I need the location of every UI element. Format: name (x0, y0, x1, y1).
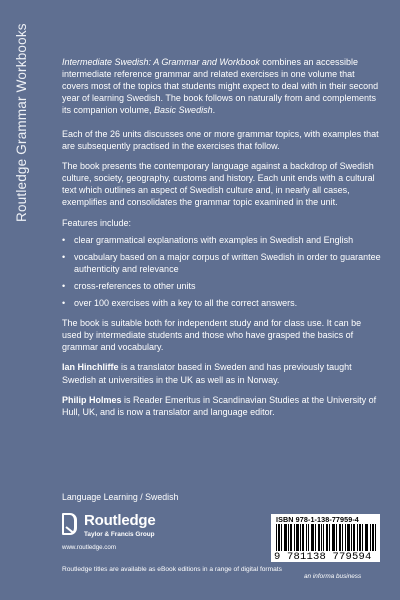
barcode-number: 9 781138 779594 (274, 551, 372, 563)
isbn-barcode-box (271, 514, 380, 562)
subject-category: Language Learning / Swedish (62, 492, 179, 502)
intro-paragraph (62, 56, 382, 120)
features-list (62, 234, 382, 309)
routledge-r-logo-icon (62, 513, 77, 535)
units-paragraph: Each of the 26 units discusses one or more grammar topics, with examples that are subsequently practised in the exercises that follow. (62, 129, 379, 152)
publisher-group: Taylor & Francis Group (84, 531, 155, 538)
ebook-availability-note: Routledge titles are available as eBook editions in a range of digital formats (62, 566, 282, 573)
intro-text-after: . (212, 105, 216, 116)
suitability-paragraph: The book is suitable both for independent study and for class use. It can be used by intermediate students and those who have grasped the basics of grammar and vocabulary. (62, 318, 362, 353)
feature-item: • cross-references to other units (62, 280, 382, 292)
intro-text-before: combines an accessible intermediate reference grammar and related exercises in one volume that covers most of the topics that students might expect to deal with in their second year of learning Swedish. The book follows on naturally from and complements its companion volume, (62, 57, 379, 116)
companion-volume-title: Basic Swedish (154, 105, 213, 116)
author-bio-1: is a translator based in Sweden and has previously taught Swedish at universities in the UK as well as in Norway. (62, 362, 352, 385)
author-name-1: Ian Hinchliffe (62, 362, 119, 373)
feature-item: • over 100 exercises with a key to all the correct answers. (62, 297, 382, 309)
informa-business-note: an informa business (304, 573, 362, 580)
book-title: Intermediate Swedish: A Grammar and Workbook (62, 57, 260, 67)
publisher-website: www.routledge.com (62, 544, 116, 551)
feature-item: • clear grammatical explanations with examples in Swedish and English (62, 234, 382, 246)
feature-item: • vocabulary based on a major corpus of written Swedish in order to guarantee authenticity and relevance (62, 251, 382, 275)
isbn-label: ISBN 978-1-138-77959-4 (276, 515, 359, 524)
cover-description (62, 56, 382, 418)
author-bio-2: is Reader Emeritus in Scandinavian Studies at the University of Hull, UK, and is now a translator and language editor. (62, 394, 377, 417)
features-title: Features include: (62, 217, 132, 228)
author-paragraph-1 (62, 361, 382, 385)
publisher-name: Routledge (84, 512, 156, 529)
series-spine-label: Routledge Grammar Workbooks (14, 23, 29, 222)
author-paragraph-2 (62, 394, 382, 418)
language-paragraph: The book presents the contemporary language against a backdrop of Swedish culture, society, geography, customs and history. Each unit ends with a cultural text which outlines an aspect of Swedish culture and, in nearly all cases, exemplifies and consolidates the grammar topic examined in the unit. (62, 161, 375, 208)
author-name-2: Philip Holmes (62, 394, 122, 405)
